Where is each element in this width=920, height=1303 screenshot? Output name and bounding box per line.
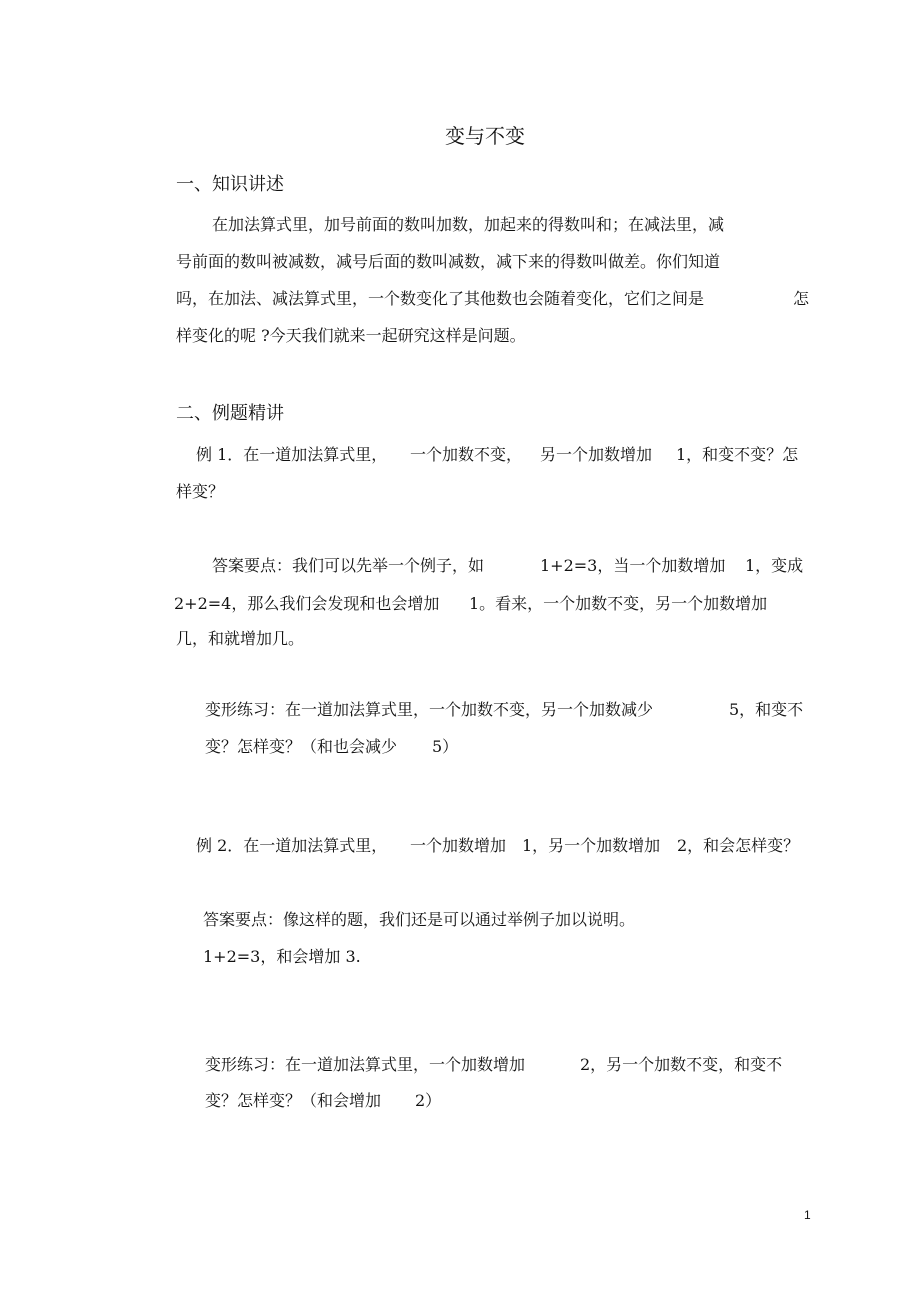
paragraph-line: 号前面的数叫被减数，减号后面的数叫减数，减下来的得数叫做差。你们知道 <box>176 252 721 271</box>
example2-answer1: 答案要点：像这样的题，我们还是可以通过举例子加以说明。 <box>203 910 636 929</box>
example1-question-cont: 样变？ <box>176 482 225 501</box>
example1-answer-a: 答案要点：我们可以先举一个例子，如 <box>212 556 485 575</box>
paragraph-line-end: 怎 <box>793 289 810 308</box>
example1-question-d: 1，和变不变？怎 <box>676 445 799 464</box>
example2-question-b: 一个加数增加 <box>410 836 507 855</box>
example1-answer-c: 1，变成 <box>745 556 804 575</box>
example1-answer3: 几，和就增加几。 <box>176 629 305 648</box>
example2-question-c: 1，另一个加数增加 <box>522 836 661 855</box>
example1-question-a: 例 1．在一道加法算式里， <box>196 445 388 464</box>
example2-question-a: 例 2．在一道加法算式里， <box>196 836 388 855</box>
example2-practice2-b: 2） <box>415 1091 442 1110</box>
example2-question-d: 2，和会怎样变？ <box>677 836 800 855</box>
example1-answer2-a: 2+2=4，那么我们会发现和也会增加 <box>174 594 440 613</box>
example1-practice2-b: 5） <box>432 737 459 756</box>
example2-answer2: 1+2=3，和会增加 3. <box>203 947 361 966</box>
example1-answer-b: 1+2=3，当一个加数增加 <box>540 556 726 575</box>
example1-practice-b: 5，和变不 <box>729 700 804 719</box>
example1-question-b: 一个加数不变， <box>410 445 523 464</box>
example1-question-c: 另一个加数增加 <box>540 445 653 464</box>
example2-practice-b: 2，另一个加数不变，和变不 <box>580 1055 783 1074</box>
paragraph-line: 在加法算式里，加号前面的数叫加数，加起来的得数叫和；在减法里，减 <box>212 215 725 234</box>
section2-heading: 二、例题精讲 <box>176 403 284 424</box>
page-title: 变与不变 <box>445 124 525 148</box>
example2-practice-a: 变形练习：在一道加法算式里，一个加数增加 <box>205 1055 526 1074</box>
example1-practice-a: 变形练习：在一道加法算式里，一个加数不变，另一个加数减少 <box>205 700 654 719</box>
paragraph-line: 样变化的呢 ?今天我们就来一起研究这样是问题。 <box>176 326 526 345</box>
section1-heading: 一、知识讲述 <box>176 174 284 195</box>
paragraph-line: 吗，在加法、减法算式里，一个数变化了其他数也会随着变化，它们之间是 <box>176 289 705 308</box>
example1-practice2-a: 变？怎样变？（和也会减少 <box>205 737 398 756</box>
example2-practice2-a: 变？怎样变？（和会增加 <box>205 1091 382 1110</box>
page-number: 1 <box>804 1208 811 1222</box>
example1-answer2-b: 1。看来，一个加数不变，另一个加数增加 <box>469 594 768 613</box>
